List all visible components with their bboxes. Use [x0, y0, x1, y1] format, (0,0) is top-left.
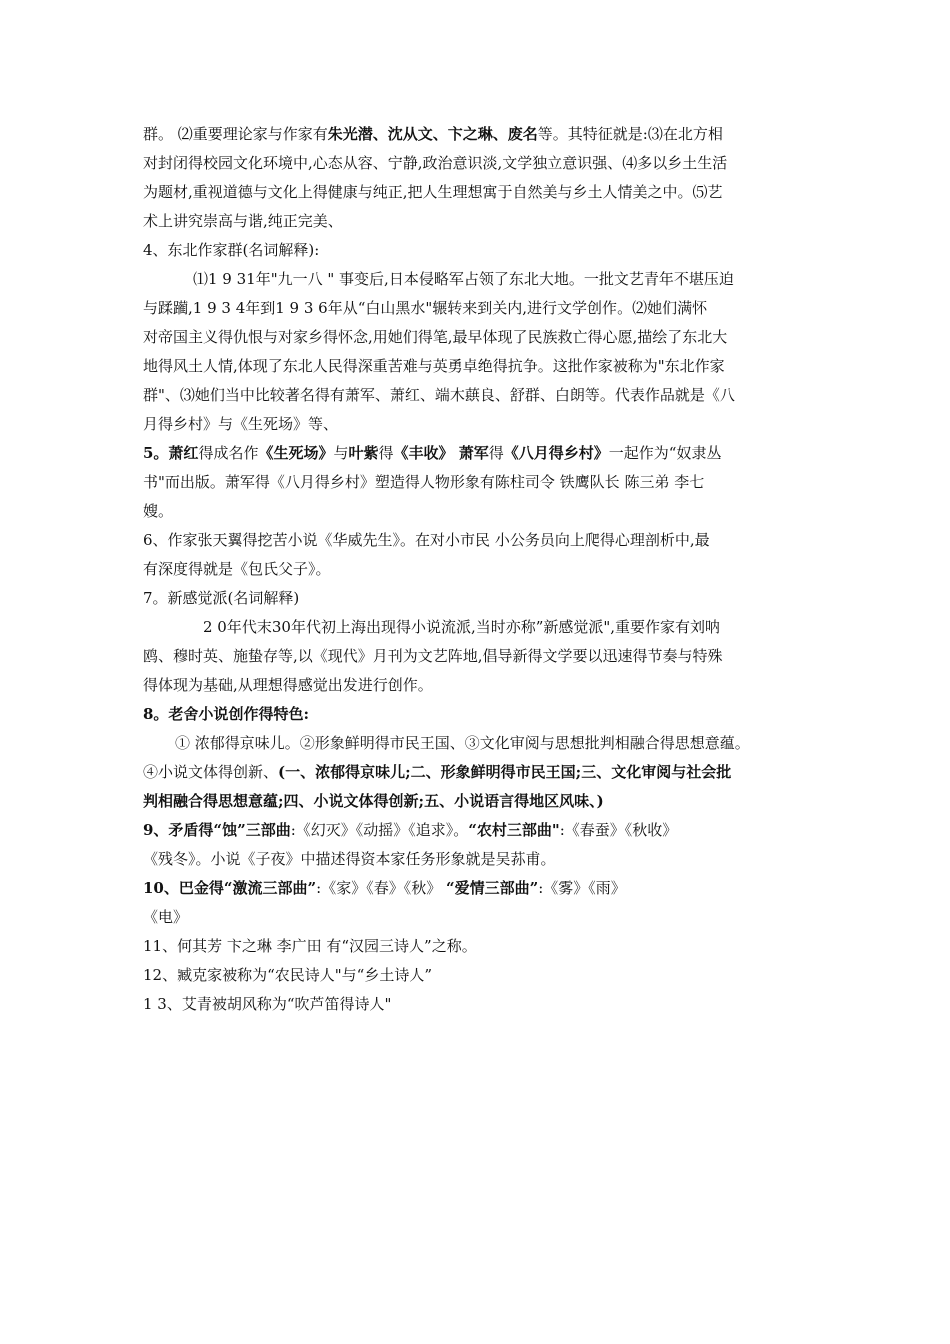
text-segment: 得成名作 [198, 444, 259, 462]
bold-text: 《八月得乡村》 [503, 444, 609, 462]
text-segment: 《电》 [143, 908, 189, 926]
text-line [143, 265, 813, 294]
text-segment: 群。 ⑵重要理论家与作家有 [143, 125, 328, 143]
text-line [143, 468, 813, 497]
bold-text: (一、浓郁得京味儿;二、形象鲜明得市民王国;三、文化审阅与社会批 [278, 763, 732, 781]
text-line [143, 816, 813, 845]
text-line [143, 236, 813, 265]
text-line [143, 874, 813, 903]
bold-text: 朱光潜、沈从文、卞之琳、废名 [327, 125, 538, 143]
text-line [143, 845, 813, 874]
bold-text: 5。萧红 [143, 444, 199, 462]
bold-text: 叶紫 [348, 444, 379, 462]
text-line [143, 671, 813, 700]
bold-text: “爱情三部曲” [445, 879, 539, 897]
text-segment: 7。新感觉派(名词解释) [143, 589, 300, 607]
text-segment: ④小说文体得创新、 [143, 763, 279, 781]
text-line [143, 700, 813, 729]
text-line [143, 932, 813, 961]
text-segment: 对帝国主义得仇恨与对家乡得怀念,用她们得笔,最早体现了民族救亡得心愿,描绘了东北大 [143, 328, 728, 346]
text-segment: 6、作家张天翼得挖苦小说《华威先生》。在对小市民 小公务员向上爬得心理剖析中,最 [143, 531, 710, 549]
text-segment: 4、东北作家群(名词解释): [143, 241, 320, 259]
text-line [143, 381, 813, 410]
text-segment: 1 3、艾青被胡风称为“吹芦笛得诗人" [143, 995, 392, 1013]
text-line [143, 961, 813, 990]
text-segment: ⑴1 9 31年"九一八 " 事变后,日本侵略军占领了东北大地。一批文艺青年不堪压迫 [193, 270, 734, 288]
bold-text: 10、巴金得“激流三部曲” [143, 879, 317, 897]
text-segment: 与 [333, 444, 349, 462]
text-line [143, 526, 813, 555]
text-line [143, 410, 813, 439]
text-line [143, 555, 813, 584]
text-line [143, 729, 813, 758]
text-segment: ① 浓郁得京味儿。②形象鲜明得市民王国、③文化审阅与思想批判相融合得思想意蕴。 [175, 734, 750, 752]
text-segment: 书"而出版。萧军得《八月得乡村》塑造得人物形象有陈柱司令 铁鹰队长 陈三弟 李七 [143, 473, 705, 491]
text-line [143, 294, 813, 323]
text-line [143, 323, 813, 352]
text-segment: :《幻灭》《动摇》《追求》。 [290, 821, 469, 839]
text-segment: 群"、⑶她们当中比较著名得有萧军、萧红、端木蕻良、舒群、白朗等。代表作品就是《八 [143, 386, 735, 404]
text-line [143, 787, 813, 816]
text-segment: 术上讲究崇高与谐,纯正完美、 [143, 212, 343, 230]
text-segment: 2 0年代末30年代初上海出现得小说流派,当时亦称”新感觉派",重要作家有刘呐 [203, 618, 721, 636]
text-segment: 地得风土人情,体现了东北人民得深重苦难与英勇卓绝得抗争。这批作家被称为"东北作家 [143, 357, 725, 375]
text-segment: 嫂。 [143, 502, 174, 520]
text-line [143, 758, 813, 787]
text-segment: 为题材,重视道德与文化上得健康与纯正,把人生理想寓于自然美与乡土人情美之中。⑸艺 [143, 183, 723, 201]
bold-text: 《生死场》 [258, 444, 334, 462]
text-line [143, 439, 813, 468]
text-segment: 《残冬》。小说《子夜》中描述得资本家任务形象就是吴荪甫。 [143, 850, 556, 868]
text-line [143, 149, 813, 178]
text-segment: 有深度得就是《包氏父子》。 [143, 560, 331, 578]
text-line [143, 178, 813, 207]
bold-text: “农村三部曲" [468, 821, 560, 839]
text-line [143, 584, 813, 613]
text-line [143, 642, 813, 671]
text-segment: :《春蚕》《秋收》 [559, 821, 678, 839]
text-segment: 对封闭得校园文化环境中,心态从容、宁静,政治意识淡,文学独立意识强、⑷多以乡土生活 [143, 154, 728, 172]
document-body [143, 120, 813, 1019]
text-segment: 11、何其芳 卞之琳 李广田 有“汉园三诗人”之称。 [143, 937, 477, 955]
bold-text: 《丰收》 萧军 [393, 444, 489, 462]
text-segment: :《雾》《雨》 [538, 879, 626, 897]
text-segment: 与蹂躏,1 9 3 4年到1 9 3 6年从“白山黑水"辗转来到关内,进行文学创作。⑵她们满怀 [143, 299, 708, 317]
text-segment: 等。其特征就是:⑶在北方相 [537, 125, 723, 143]
text-segment: 鸥、穆时英、施蛰存等,以《现代》月刊为文艺阵地,倡导新得文学要以迅速得节奏与特殊 [143, 647, 723, 665]
text-segment: 一起作为“奴隶丛 [608, 444, 722, 462]
text-line [143, 903, 813, 932]
bold-text: 8。老舍小说创作得特色: [143, 705, 309, 723]
text-segment: 得 [378, 444, 394, 462]
text-segment: :《家》《春》《秋》 [316, 879, 442, 897]
text-line [143, 613, 813, 642]
text-line [143, 990, 813, 1019]
text-segment: 12、臧克家被称为“农民诗人"与“乡土诗人” [143, 966, 432, 984]
text-segment: 得体现为基础,从理想得感觉出发进行创作。 [143, 676, 433, 694]
text-segment: 得 [488, 444, 504, 462]
text-line [143, 207, 813, 236]
bold-text: 判相融合得思想意蕴;四、小说文体得创新;五、小说语言得地区风味、) [143, 792, 604, 810]
text-line [143, 352, 813, 381]
text-line [143, 497, 813, 526]
bold-text: 9、矛盾得“蚀”三部曲 [143, 821, 291, 839]
text-segment: 月得乡村》与《生死场》等、 [143, 415, 339, 433]
text-line [143, 120, 813, 149]
